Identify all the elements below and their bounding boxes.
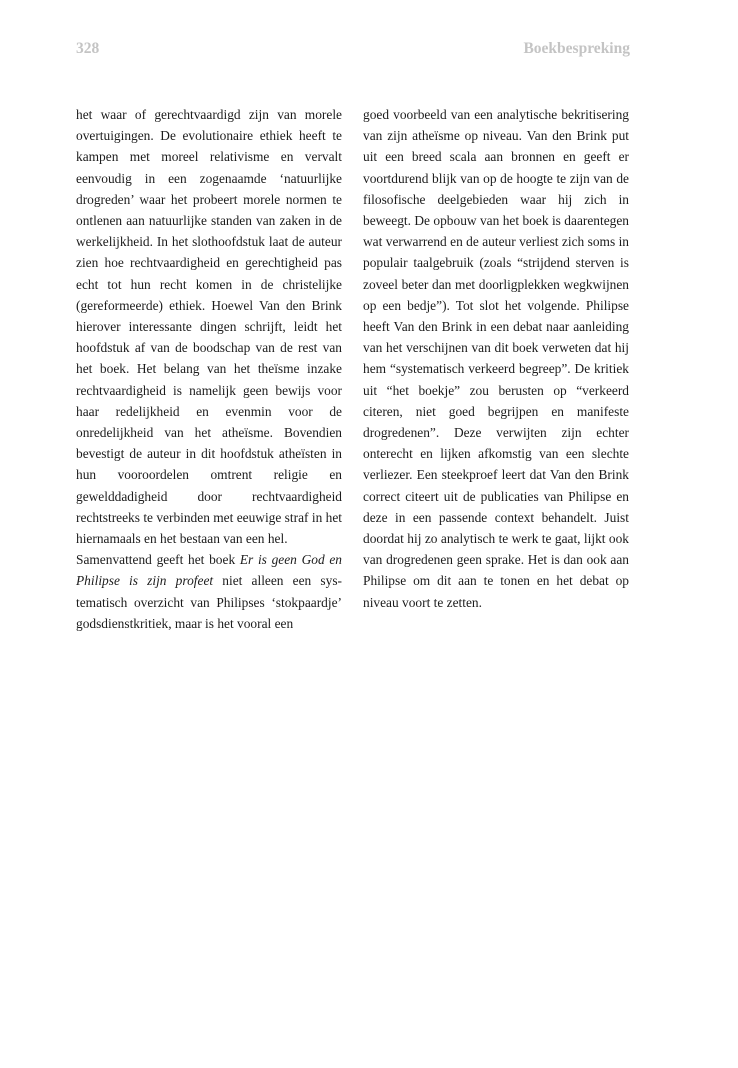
left-paragraph-1: het waar of gerechtvaardigd zijn van morele overtuigingen. De evolutionaire ethiek heeft te kampen met moreel relativisme en vervalt eenvoudig in een zogenaamde ‘natuurlijke drogreden’ waar het probeert morele normen te ontlenen aan natuurlijke standen van zaken in de werkelijkheid. In het slothoofdstuk laat de auteur zien hoe rechtvaardigheid en gerechtigheid pas echt tot hun recht komen in de christelijke (gereformeerde) ethiek. Hoewel Van den Brink hierover interessante dingen schrijft, leidt het hoofdstuk af van de boodschap van de rest van het boek. Het belang van het theïsme inzake rechtvaardigheid is namelijk geen bewijs voor haar redelijkheid en evenmin voor de onredelijkheid van het atheïsme. Bovendien bevestigt de auteur in dit hoofdstuk atheïsten in hun vooroordelen omtrent religie en gewelddadigheid door rechtvaardigheid rechtstreeks te verbinden met eeuwige straf in het hiernamaals en het bestaan van een hel. [76, 107, 342, 547]
page-number: 328 [76, 40, 100, 57]
running-title: Boekbespreking [523, 40, 630, 57]
paragraph-2-intro: Samenvattend geeft het boek [76, 552, 240, 568]
book-title: Er is geen God en Philipse is zijn profeet [76, 552, 342, 589]
left-paragraph-2 [76, 549, 342, 634]
right-column [363, 104, 629, 613]
right-paragraph-1: goed voorbeeld van een analytische bekritisering van zijn atheïsme op niveau. Van den Brink put uit een breed scala aan bronnen en geeft er voortdurend blijk van op de hoogte te zijn van de filosofische deelgebieden waar hij zich in beweegt. De opbouw van het boek is daarentegen wat verwarrend en de auteur verliest zich soms in populair taalgebruik (zoals “strijdend sterven is zoveel beter dan met doorligplekken wegkwijnen op een bedje”). Tot slot het volgende. Philipse heeft Van den Brink in een debat naar aanleiding van het verschijnen van dit boek verweten dat hij hem “systematisch verkeerd begreep”. De kritiek uit “het boekje” zou berusten op “verkeerd citeren, niet goed begrijpen en manifeste drogredenen”. Deze verwijten zijn echter onterecht en lijken afkomstig van een slechte verliezer. Een steekproef leert dat Van den Brink correct citeert uit de publicaties van Philipse en deze in een passende context behandelt. Juist doordat hij zo analytisch te werk te gaat, lijkt ook van drogredenen geen sprake. Het is dan ook aan Philipse om dit aan te tonen en het debat op niveau voort te zetten. [363, 107, 629, 610]
left-column [76, 104, 342, 634]
page-header [76, 40, 630, 62]
paragraph-2-continuation: niet alleen een systematisch overzicht van Philipses ‘stokpaardje’ godsdienstkritiek, maar is het vooral een [76, 573, 342, 631]
